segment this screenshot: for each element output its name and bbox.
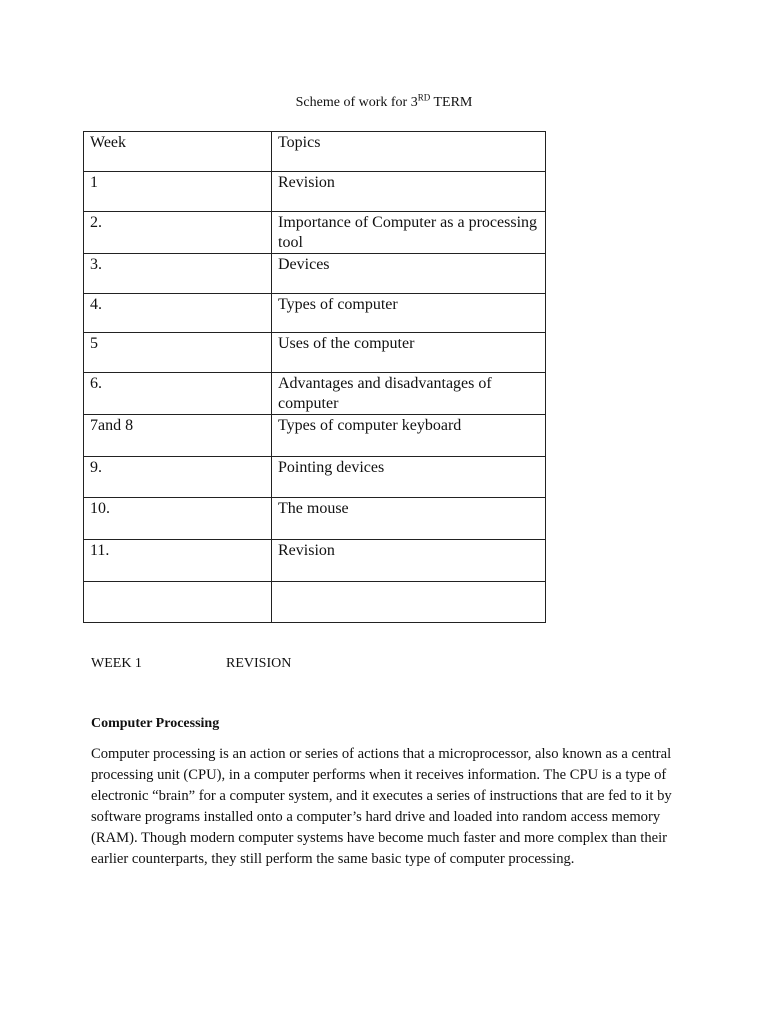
week-cell: 10.	[84, 498, 272, 540]
week-cell: 1	[84, 172, 272, 212]
table-row	[84, 498, 546, 540]
title-superscript: RD	[417, 92, 431, 103]
table-row	[84, 333, 546, 373]
title-suffix: TERM	[430, 95, 473, 110]
week-cell: 6.	[84, 373, 272, 415]
week-cell: 2.	[84, 212, 272, 254]
week-cell	[84, 582, 272, 623]
table-row	[84, 373, 546, 415]
table-row	[84, 172, 546, 212]
week-heading	[91, 656, 292, 672]
week-cell: 5	[84, 333, 272, 373]
table-header-row	[84, 132, 546, 172]
topic-cell: Types of computer	[272, 294, 546, 333]
topic-cell: Uses of the computer	[272, 333, 546, 373]
table-row	[84, 294, 546, 333]
week-cell: 4.	[84, 294, 272, 333]
week-cell: 9.	[84, 457, 272, 498]
table-row-empty	[84, 582, 546, 623]
document-title	[0, 92, 768, 111]
topic-cell: The mouse	[272, 498, 546, 540]
title-prefix: Scheme of work for 3	[295, 95, 418, 110]
topic-cell	[272, 582, 546, 623]
week-label: WEEK 1	[91, 656, 142, 671]
topic-cell: Devices	[272, 254, 546, 294]
table-row	[84, 415, 546, 457]
header-topics: Topics	[272, 132, 546, 172]
week-topic: REVISION	[226, 656, 292, 671]
table-row	[84, 212, 546, 254]
section-heading: Computer Processing	[91, 716, 220, 731]
table-row	[84, 254, 546, 294]
section-paragraph: Computer processing is an action or series of actions that a microprocessor, also known as a central processing unit (CPU), in a computer performs when it receives information. The CPU is a type of electronic “brain” for a computer system, and it executes a series of instructions that are fed to it by software programs installed onto a computer’s hard drive and loaded into random access memory (RAM). Though modern computer systems have become much faster and more complex than their earlier counterparts, they still perform the same basic type of computer processing.	[91, 746, 672, 867]
topic-cell: Revision	[272, 172, 546, 212]
topic-cell: Pointing devices	[272, 457, 546, 498]
topic-cell: Types of computer keyboard	[272, 415, 546, 457]
scheme-of-work-table	[83, 131, 546, 623]
table-row	[84, 540, 546, 582]
topic-cell: Advantages and disadvantages of computer	[272, 373, 546, 415]
topic-cell: Revision	[272, 540, 546, 582]
week-cell: 7and 8	[84, 415, 272, 457]
week-cell: 3.	[84, 254, 272, 294]
header-week: Week	[84, 132, 272, 172]
table-row	[84, 457, 546, 498]
week-cell: 11.	[84, 540, 272, 582]
topic-cell: Importance of Computer as a processing tool	[272, 212, 546, 254]
